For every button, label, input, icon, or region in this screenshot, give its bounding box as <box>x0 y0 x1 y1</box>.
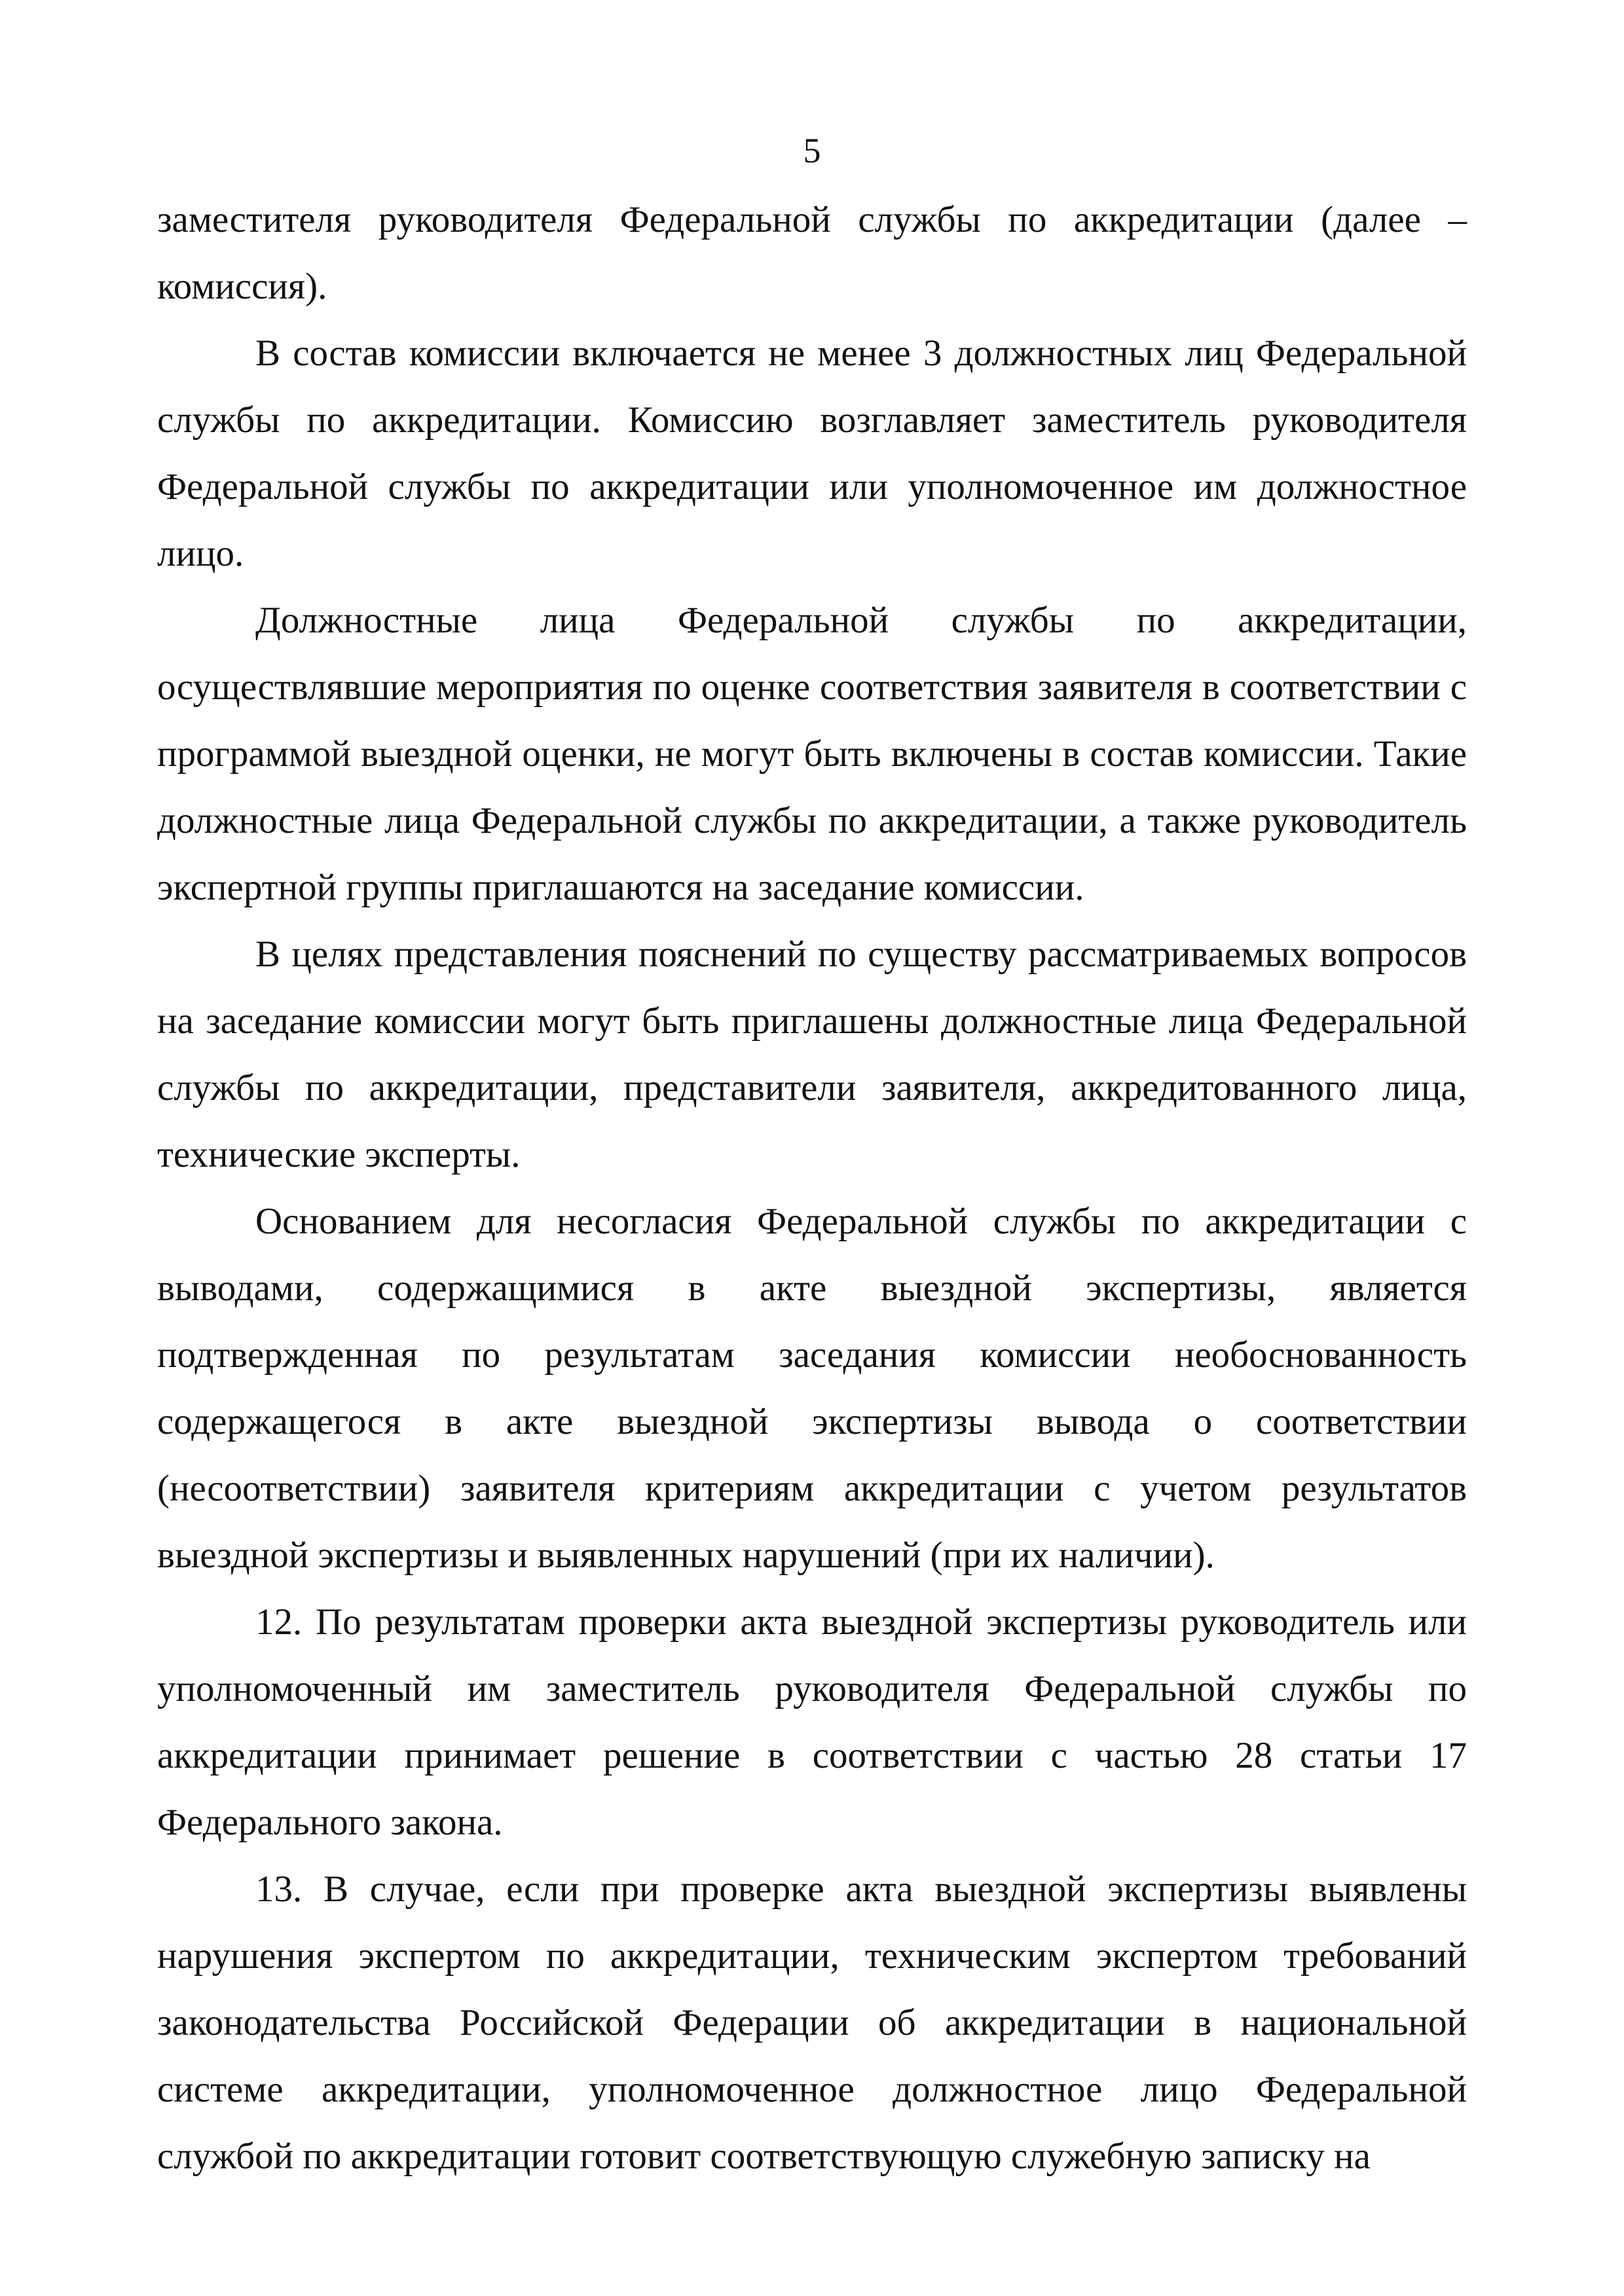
paragraph-officials-exclusion: Должностные лица Федеральной службы по аккредитации, осуществлявшие мероприятия по оценке соответствия заявителя в соответствии с программой выездной оценки, не могут быть включены в состав комиссии. Такие должностные лица Федеральной службы по аккредитации, а также руководитель экспертной группы приглашаются на заседание комиссии. <box>157 600 1467 908</box>
page-number: 5 <box>803 131 821 170</box>
paragraph-disagreement-grounds: Основанием для несогласия Федеральной службы по аккредитации с выводами, содержащимися в акте выездной экспертизы, является подтвержденная по результатам заседания комиссии необоснованность содержащегося в акте выездной экспертизы вывода о соответствии (несоответствии) заявителя критериям аккредитации с учетом результатов выездной экспертизы и выявленных нарушений (при их наличии). <box>157 1201 1467 1576</box>
paragraph-invited-persons: В целях представления пояснений по существу рассматриваемых вопросов на заседание комиссии могут быть приглашены должностные лица Федеральной службы по аккредитации, представители заявителя, аккредитованного лица, технические эксперты. <box>157 934 1467 1175</box>
paragraph-item-12: 12. По результатам проверки акта выездной экспертизы руководитель или уполномоченный им заместитель руководителя Федеральной службы по аккредитации принимает решение в соответствии с частью 28 статьи 17 Федерального закона. <box>157 1601 1467 1843</box>
paragraph-commission-composition: В состав комиссии включается не менее 3 должностных лиц Федеральной службы по аккредитации. Комиссию возглавляет заместитель руководителя Федеральной службы по аккредитации или уполномоченное им должностное лицо. <box>157 333 1467 574</box>
paragraph-commission-continuation: заместителя руководителя Федеральной службы по аккредитации (далее – комиссия). <box>157 199 1467 307</box>
paragraph-item-13: 13. В случае, если при проверке акта выездной экспертизы выявлены нарушения экспертом по аккредитации, техническим экспертом требований законодательства Российской Федерации об аккредитации в национальной системе аккредитации, уполномоченное должностное лицо Федеральной службой по аккредитации готовит соответствующую служебную записку на <box>157 1868 1467 2177</box>
document-body <box>157 187 1467 2190</box>
